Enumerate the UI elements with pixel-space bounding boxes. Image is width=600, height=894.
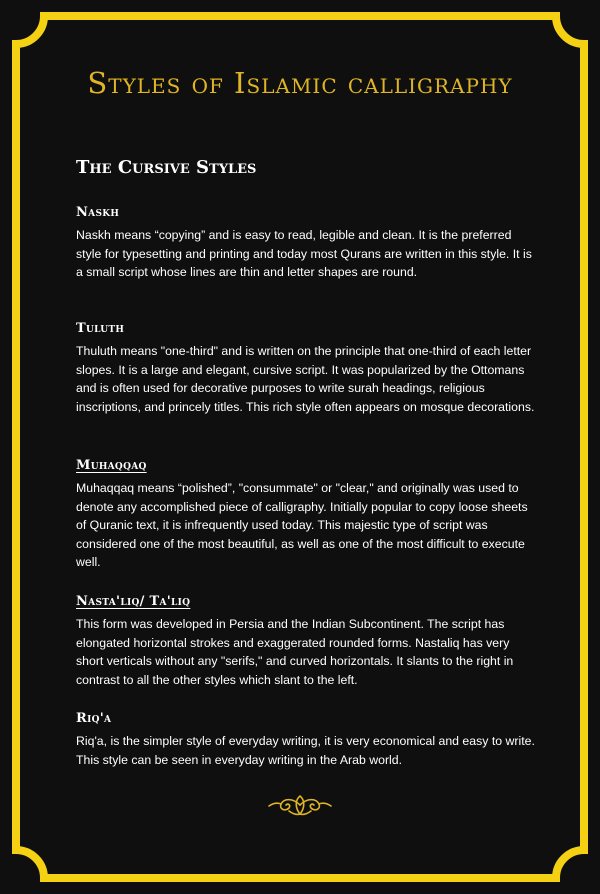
style-block-naskh: [76, 205, 536, 282]
style-block-tuluth: [76, 321, 536, 416]
style-description: Naskh means “copying” and is easy to read, legible and clean. It is the preferred style for typesetting and printing and today most Qurans are written in this style. It is a small script whose lines are thin and letter shapes are round.: [76, 228, 532, 280]
page-title: Styles of Islamic calligraphy: [87, 66, 513, 100]
style-description: Thuluth means "one-third" and is written on the principle that one-third of each letter slopes. It is a large and elegant, cursive script. It was popularized by the Ottomans and is often used for decorative purposes to write surah headings, religious inscriptions, and princely titles. This rich style often appears on mosque decorations.: [76, 344, 535, 414]
style-block-riqa: [76, 711, 536, 769]
style-name: Tuluth: [76, 321, 125, 336]
style-description: Riq'a, is the simpler style of everyday writing, it is very economical and easy to write. This style can be seen in everyday writing in the Arab world.: [76, 734, 535, 767]
style-name: Riq'a: [76, 711, 112, 726]
style-name: Nasta'liq/ Ta'liq: [76, 594, 191, 609]
style-block-muhaqqaq: [76, 458, 536, 572]
style-description: Muhaqqaq means “polished”, "consummate" or "clear," and originally was used to denote any accomplished piece of calligraphy. Initially popular to copy loose sheets of Quranic text, it is infrequently used today. This majestic type of script was considered one of the most beautiful, as well as one of the most difficult to execute well.: [76, 481, 528, 570]
style-description: This form was developed in Persia and the Indian Subcontinent. The script has elongated horizontal strokes and exaggerated rounded forms. Nastaliq has very short verticals without any "serifs," and curved horizontals. It slants to the right in contrast to all the other styles which slant to the left.: [76, 617, 514, 687]
style-name: Muhaqqaq: [76, 458, 147, 473]
section-title: The Cursive Styles: [76, 157, 257, 178]
flourish-ornament-icon: [267, 792, 333, 818]
style-name: Naskh: [76, 205, 120, 220]
style-block-nastaliq: [76, 594, 536, 689]
